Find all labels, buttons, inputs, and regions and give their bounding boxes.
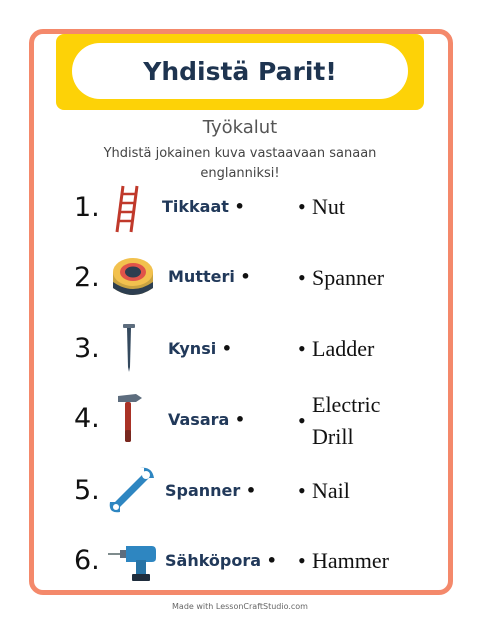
left-bullet-4[interactable]: • [234, 410, 246, 429]
right-bullet-4[interactable]: • [298, 408, 306, 433]
english-word-6: • Hammer [298, 545, 389, 577]
left-bullet-2[interactable]: • [240, 267, 251, 286]
right-bullet-2[interactable]: • [298, 265, 306, 290]
worksheet-frame [29, 29, 453, 595]
instructions-line-2: englanniksi! [200, 166, 280, 181]
instructions-line-1: Yhdistä jokainen kuva vastaavaan sanaan [103, 146, 377, 161]
nut-icon [107, 252, 159, 302]
left-bullet-3[interactable]: • [221, 339, 233, 358]
english-word-5: • Nail [298, 475, 350, 507]
row-number-1: 1. [74, 192, 100, 223]
finnish-word-3: Kynsi • [168, 339, 233, 358]
left-bullet-6[interactable]: • [266, 551, 277, 570]
instructions [70, 144, 410, 184]
right-bullet-6[interactable]: • [298, 548, 306, 573]
finnish-word-5: Spanner • [165, 481, 257, 500]
spanner-icon [106, 464, 156, 516]
title-pill [72, 43, 408, 99]
footer-credit: Made with LessonCraftStudio.com [172, 602, 308, 611]
ladder-icon [113, 184, 141, 234]
hammer-icon [114, 392, 144, 446]
row-number-3: 3. [74, 333, 100, 364]
right-bullet-3[interactable]: • [298, 336, 306, 361]
row-number-6: 6. [74, 545, 100, 576]
left-bullet-1[interactable]: • [234, 197, 245, 216]
english-word-1: • Nut [298, 191, 345, 223]
page-title: Yhdistä Parit! [143, 56, 337, 86]
worksheet-subtitle: Työkalut [202, 117, 278, 138]
finnish-word-2: Mutteri • [168, 267, 251, 286]
right-bullet-5[interactable]: • [298, 478, 306, 503]
finnish-word-4: Vasara • [168, 410, 246, 429]
english-word-3: • Ladder [298, 333, 374, 365]
finnish-word-6: Sähköpora • [165, 551, 277, 570]
row-number-4: 4. [74, 403, 100, 434]
left-bullet-5[interactable]: • [245, 481, 257, 500]
finnish-word-1: Tikkaat • [162, 197, 245, 216]
right-bullet-1[interactable]: • [298, 194, 306, 219]
drill-icon [106, 542, 158, 582]
row-number-5: 5. [74, 475, 100, 506]
english-word-4: • Electric Drill [298, 392, 381, 449]
english-word-2: • Spanner [298, 262, 384, 294]
nail-icon [122, 323, 136, 373]
row-number-2: 2. [74, 262, 100, 293]
